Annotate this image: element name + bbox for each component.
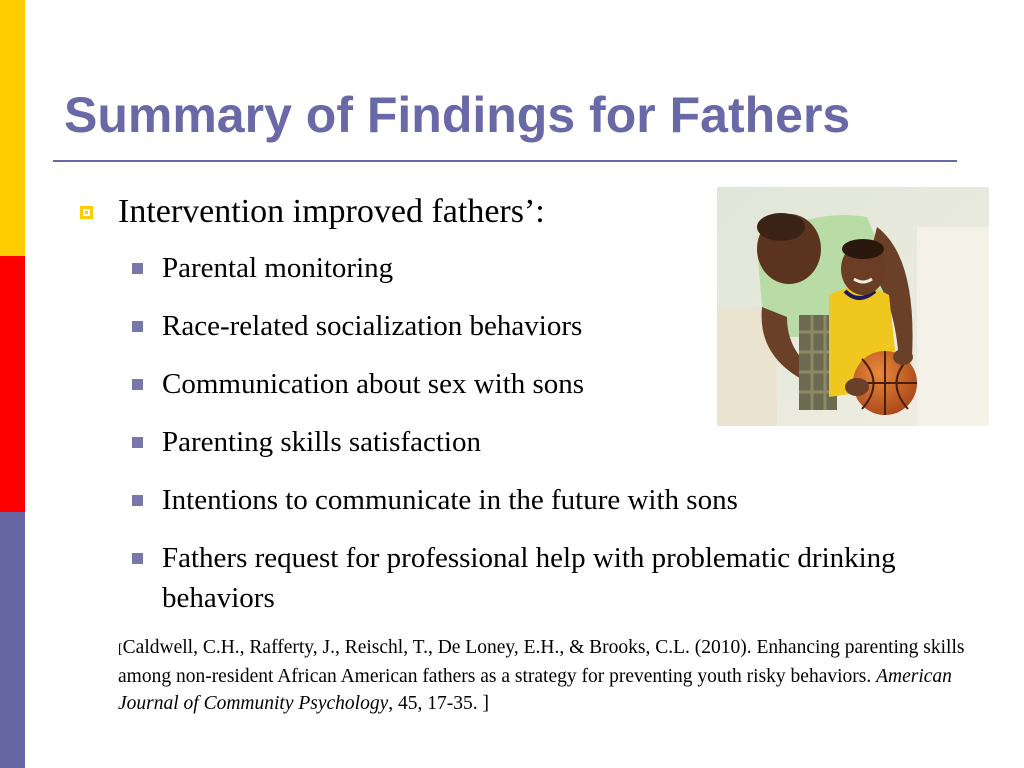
citation-journal: American Journal of Community Psychology bbox=[118, 666, 952, 714]
sidebar-bar-yellow bbox=[0, 0, 25, 256]
list-item bbox=[130, 422, 950, 462]
citation bbox=[118, 634, 988, 717]
list-item-text: Parenting skills satisfaction bbox=[162, 426, 481, 458]
sidebar-color-bars bbox=[0, 0, 25, 768]
square-bullet-icon bbox=[132, 321, 143, 332]
square-bullet-icon bbox=[132, 553, 143, 564]
citation-authors-title: Caldwell, C.H., Rafferty, J., Reischl, T., De Loney, E.H., & Brooks, C.L. (2010). Enhancing parenting skills among non-resident African American fathers as a strategy for preventing youth risky behaviors. bbox=[118, 637, 965, 687]
citation-volume-pages: , 45, 17-35. ] bbox=[388, 693, 489, 714]
citation-open-bracket: [ bbox=[118, 642, 123, 657]
list-item-text: Intentions to communicate in the future with sons bbox=[162, 484, 738, 516]
square-bullet-icon bbox=[132, 379, 143, 390]
slide-title: Summary of Findings for Fathers bbox=[64, 87, 851, 143]
square-bullet-icon bbox=[132, 495, 143, 506]
square-bullet-icon bbox=[132, 263, 143, 274]
list-item-text: Parental monitoring bbox=[162, 252, 394, 284]
list-item bbox=[130, 538, 922, 618]
title-underline bbox=[53, 160, 957, 162]
square-bullet-icon bbox=[80, 206, 93, 219]
father-son-basketball-photo bbox=[717, 187, 989, 426]
list-item-text: Race-related socialization behaviors bbox=[162, 310, 583, 342]
sidebar-bar-blue bbox=[0, 512, 25, 768]
list-item bbox=[130, 480, 950, 520]
main-bullet-text: Intervention improved fathers’: bbox=[118, 193, 545, 230]
list-item-text: Communication about sex with sons bbox=[162, 368, 585, 400]
sidebar-bar-red bbox=[0, 256, 25, 512]
square-bullet-icon bbox=[132, 437, 143, 448]
list-item-text: Fathers request for professional help with problematic drinking behaviors bbox=[162, 542, 896, 614]
